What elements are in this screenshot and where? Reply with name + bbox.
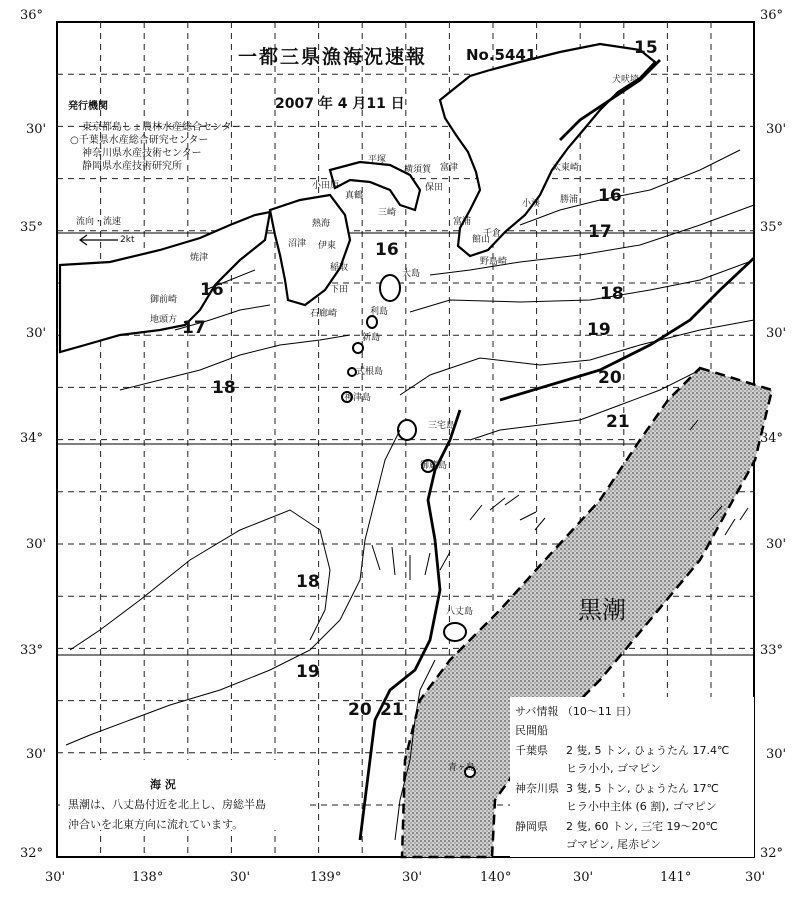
isotherm-label: 16 (375, 240, 399, 260)
current-arrow (425, 553, 430, 575)
place-name: 犬吠埼 (612, 75, 640, 85)
place-name: 伊東 (318, 241, 337, 251)
place-name: 青ヶ島 (448, 763, 476, 773)
latitude-label: 30' (766, 326, 787, 341)
saba-detail: 2 隻, 60 トン, 三宅 19～20℃ (566, 820, 718, 833)
current-arrow (392, 547, 395, 575)
current-legend-arrow (80, 235, 118, 245)
isotherm-label: 20 (598, 368, 622, 388)
overview-line-1: 黒潮は、八丈島付近を北上し、房総半島 (68, 798, 266, 811)
current-arrow (740, 508, 748, 520)
longitude-label: 138° (132, 870, 164, 885)
publisher-list (70, 121, 242, 173)
saba-info-title: サバ情報 （10～11 日） (515, 705, 638, 718)
place-name: 沼津 (288, 239, 307, 249)
latitude-label: 30' (26, 537, 47, 552)
current-arrow (470, 505, 482, 520)
place-name: 御蔵島 (420, 461, 448, 471)
isotherm-label: 16 (200, 280, 224, 300)
publisher-org: 静岡県水産技術研究所 (82, 161, 182, 172)
kuroshio-label: 黒潮 (578, 596, 626, 624)
place-name: 下田 (330, 285, 349, 295)
saba-detail: ヒラ小中主体 (6 割), ゴマピン (566, 800, 717, 813)
overview-heading: 海 況 (150, 778, 176, 791)
publisher-org: 神奈川県水産技術センター (82, 148, 202, 159)
saba-info-subtitle: 民間船 (515, 724, 548, 737)
place-name: 御前崎 (150, 295, 178, 305)
isotherm-label: 18 (600, 284, 624, 304)
isotherm-label: 17 (588, 222, 612, 242)
latitude-label: 30' (26, 747, 47, 762)
current-arrow (505, 495, 519, 505)
latitude-label: 35° (760, 220, 784, 235)
latitude-label: 34° (760, 431, 784, 446)
latitude-label: 30' (26, 122, 47, 137)
latitude-label: 30' (766, 537, 787, 552)
place-name: 大島 (402, 269, 421, 279)
place-name: 小田原 (312, 181, 340, 191)
place-name: 熱海 (312, 219, 331, 229)
place-name: 神津島 (344, 393, 372, 403)
place-name: 横須賀 (404, 165, 432, 175)
place-name: 富浦 (453, 217, 472, 227)
place-name: 三崎 (378, 208, 397, 218)
place-name: 三宅島 (428, 421, 456, 431)
saba-detail: ゴマピン, 尾赤ピン (566, 838, 661, 851)
latitude-label: 36° (760, 8, 784, 23)
current-arrow (490, 498, 505, 510)
place-name: 焼津 (190, 253, 209, 263)
overview-line-2: 沖合いを北東方向に流れています。 (68, 818, 244, 831)
latitude-label: 35° (20, 220, 44, 235)
issue-date: 2007 年 4 月11 日 (275, 96, 405, 112)
latitude-label: 33° (20, 643, 44, 658)
place-name: 館山 (472, 235, 491, 245)
latitude-label: 30' (766, 747, 787, 762)
place-name: 保田 (425, 183, 444, 193)
place-name: 新島 (362, 333, 381, 343)
place-name: 小湊 (522, 199, 541, 209)
latitude-label: 30' (766, 122, 787, 137)
place-name: 地頭方 (150, 315, 178, 325)
current-arrow (440, 552, 450, 570)
longitude-label: 141° (660, 870, 692, 885)
isotherm-label: 20 (348, 700, 372, 720)
longitude-label: 30' (402, 870, 423, 885)
latitude-label: 36° (20, 8, 44, 23)
longitude-label: 30' (745, 870, 766, 885)
place-name: 千倉 (483, 229, 502, 239)
current-arrow (372, 545, 380, 570)
isotherm-label: 18 (296, 572, 320, 592)
saba-prefecture: 千葉県 (515, 744, 548, 757)
map-title: 一都三県漁海況速報 (238, 46, 428, 68)
latitude-label: 32° (760, 846, 784, 861)
place-name: 勝浦 (560, 195, 579, 205)
isotherm-label: 18 (212, 378, 236, 398)
place-name: 石廊崎 (310, 309, 338, 319)
longitude-label: 139° (310, 870, 342, 885)
place-name: 平塚 (368, 155, 387, 165)
saba-detail: 2 隻, 5 トン, ひょうたん 17.4℃ (566, 744, 730, 757)
longitude-label: 30' (230, 870, 251, 885)
place-name: 八丈島 (446, 607, 474, 617)
place-name: 式根島 (356, 367, 384, 377)
latitude-label: 34° (20, 431, 44, 446)
publisher-org: ○千葉県水産総合研究センター (70, 135, 209, 146)
isotherm-label: 21 (380, 700, 404, 720)
isotherm-label: 21 (606, 412, 630, 432)
publisher-org: 東京都島しょ農林水産総合センター (82, 122, 242, 133)
current-legend-label: 流向・流速 (76, 217, 122, 227)
latitude-label: 30' (26, 326, 47, 341)
isotherm-label: 17 (182, 318, 206, 338)
place-name: 太東崎 (552, 163, 580, 173)
isotherm-label: 19 (587, 320, 611, 340)
isotherm-label: 15 (634, 38, 658, 58)
place-name: 富津 (440, 163, 459, 173)
place-name: 稲取 (330, 263, 349, 273)
latitude-label: 33° (760, 643, 784, 658)
saba-detail: 3 隻, 5 トン, ひょうたん 17℃ (566, 782, 719, 795)
saba-detail: ヒラ小小, ゴマピン (566, 762, 661, 775)
publisher-heading: 発行機関 (68, 101, 108, 112)
saba-prefecture: 静岡県 (515, 820, 548, 833)
saba-prefecture: 神奈川県 (515, 782, 559, 795)
isotherm-label: 16 (598, 186, 622, 206)
isotherm-label: 19 (296, 662, 320, 682)
longitude-label: 30' (45, 870, 66, 885)
longitude-label: 30' (573, 870, 594, 885)
current-legend-scale: 2kt (120, 235, 135, 245)
place-name: 真鶴 (345, 191, 364, 201)
issue-number: No.5441 (466, 46, 537, 64)
current-arrow (725, 519, 735, 535)
latitude-label: 32° (20, 846, 44, 861)
current-arrow (520, 512, 536, 520)
place-name: 利島 (370, 307, 389, 317)
longitude-label: 140° (480, 870, 512, 885)
place-name: 野島崎 (480, 257, 508, 267)
